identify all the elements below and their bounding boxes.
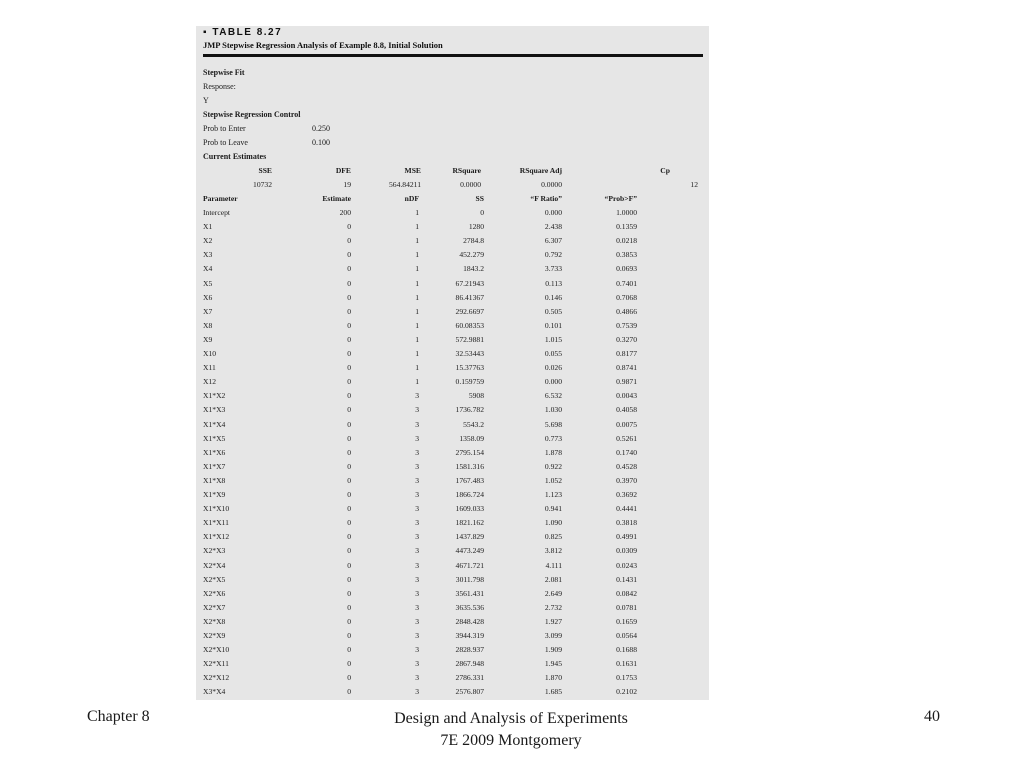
param-cell: 0.0564 (616, 631, 637, 640)
param-cell: 0 (347, 490, 351, 499)
param-cell: 0 (347, 532, 351, 541)
footer-book-line1: Design and Analysis of Experiments (394, 710, 628, 727)
param-cell: 1.870 (544, 673, 562, 682)
param-cell: 3 (415, 589, 419, 598)
param-cell: 2786.331 (455, 673, 484, 682)
param-cell: 6.532 (544, 391, 562, 400)
param-cell: 0 (347, 236, 351, 245)
param-cell: 0.4441 (616, 504, 637, 513)
param-cell: 0 (347, 631, 351, 640)
param-name: X2*X8 (203, 617, 226, 626)
summary-value-4: 0.0000 (541, 180, 562, 189)
param-cell: 3 (415, 645, 419, 654)
param-cell: 3 (415, 603, 419, 612)
param-cell: 0 (347, 617, 351, 626)
param-cell: 0.773 (544, 434, 562, 443)
param-cell: 1280 (468, 222, 484, 231)
param-cell: 1.0000 (616, 208, 637, 217)
param-cell: 0.7539 (616, 321, 637, 330)
param-cell: 0 (347, 603, 351, 612)
param-cell: 0 (347, 673, 351, 682)
current-estimates-heading: Current Estimates (203, 152, 267, 161)
param-cell: 67.21943 (455, 279, 484, 288)
param-header-1: Estimate (322, 194, 351, 203)
param-cell: 0 (347, 250, 351, 259)
param-name: X1 (203, 222, 213, 231)
footer-book-line2: 7E 2009 Montgomery (440, 732, 582, 749)
param-cell: 2867.948 (455, 659, 484, 668)
param-cell: 0.000 (544, 377, 562, 386)
param-name: X3 (203, 250, 213, 259)
param-name: X1*X9 (203, 490, 226, 499)
param-name: X1*X7 (203, 462, 226, 471)
param-cell: 0 (347, 518, 351, 527)
param-cell: 0.7401 (616, 279, 637, 288)
param-cell: 0 (347, 363, 351, 372)
param-cell: 2795.154 (455, 448, 484, 457)
param-cell: 0 (347, 279, 351, 288)
param-cell: 2.732 (544, 603, 562, 612)
param-cell: 0.055 (544, 349, 562, 358)
param-cell: 3 (415, 561, 419, 570)
param-cell: 3 (415, 405, 419, 414)
param-cell: 0.3818 (616, 518, 637, 527)
param-name: X4 (203, 264, 213, 273)
footer-book-title (341, 708, 681, 752)
param-cell: 0.0243 (616, 561, 637, 570)
summary-value-2: 564.84211 (389, 180, 421, 189)
summary-header-4: RSquare Adj (519, 166, 562, 175)
param-cell: 3 (415, 546, 419, 555)
param-cell: 1.945 (544, 659, 562, 668)
footer-chapter: Chapter 8 (87, 708, 150, 725)
param-cell: 5908 (468, 391, 484, 400)
param-cell: 3 (415, 617, 419, 626)
param-cell: 0.1359 (616, 222, 637, 231)
param-cell: 0.0309 (616, 546, 637, 555)
param-cell: 0.825 (544, 532, 562, 541)
param-cell: 1.030 (544, 405, 562, 414)
param-header-5: “Prob>F” (604, 194, 637, 203)
prob-enter-label: Prob to Enter (203, 124, 246, 133)
param-cell: 1.927 (544, 617, 562, 626)
summary-header-1: DFE (335, 166, 351, 175)
param-name: X1*X2 (203, 391, 226, 400)
param-cell: 1767.483 (455, 476, 484, 485)
table-scan-image (196, 26, 709, 700)
param-name: X2*X6 (203, 589, 226, 598)
param-cell: 0 (347, 349, 351, 358)
param-cell: 1 (415, 222, 419, 231)
param-name: X1*X3 (203, 405, 226, 414)
param-cell: 0.159759 (455, 377, 484, 386)
param-cell: 3011.798 (455, 575, 484, 584)
param-cell: 0.3692 (616, 490, 637, 499)
param-name: X9 (203, 335, 213, 344)
param-cell: 0 (347, 575, 351, 584)
param-cell: 2828.937 (455, 645, 484, 654)
param-cell: 1.015 (544, 335, 562, 344)
param-cell: 0.3853 (616, 250, 637, 259)
param-cell: 2576.807 (455, 687, 484, 696)
param-cell: 1.909 (544, 645, 562, 654)
param-cell: 0.4528 (616, 462, 637, 471)
prob-enter-value: 0.250 (312, 124, 330, 133)
param-cell: 1.090 (544, 518, 562, 527)
summary-header-3: RSquare (452, 166, 481, 175)
param-name: X8 (203, 321, 213, 330)
param-name: X1*X5 (203, 434, 226, 443)
table-label: ▪ TABLE 8.27 (203, 27, 283, 38)
param-cell: 0.3970 (616, 476, 637, 485)
param-cell: 60.08353 (455, 321, 484, 330)
param-cell: 3 (415, 504, 419, 513)
summary-header-0: SSE (258, 166, 272, 175)
param-name: X10 (203, 349, 217, 358)
param-cell: 1 (415, 307, 419, 316)
param-name: X5 (203, 279, 213, 288)
param-cell: 0 (347, 377, 351, 386)
param-cell: 0 (480, 208, 484, 217)
param-cell: 572.9881 (455, 335, 484, 344)
param-cell: 0 (347, 589, 351, 598)
param-cell: 0.1753 (616, 673, 637, 682)
param-cell: 0.2102 (616, 687, 637, 696)
param-cell: 200 (339, 208, 351, 217)
param-cell: 1 (415, 349, 419, 358)
param-cell: 1 (415, 264, 419, 273)
param-cell: 0.8741 (616, 363, 637, 372)
param-name: X2*X7 (203, 603, 226, 612)
param-name: X2*X10 (203, 645, 230, 654)
param-name: X2*X11 (203, 659, 229, 668)
param-cell: 0.026 (544, 363, 562, 372)
param-cell: 0.922 (544, 462, 562, 471)
param-cell: 1437.829 (455, 532, 484, 541)
param-cell: 3 (415, 575, 419, 584)
param-cell: 0 (347, 561, 351, 570)
param-name: Intercept (203, 208, 230, 217)
param-cell: 1581.316 (455, 462, 484, 471)
param-cell: 0.1740 (616, 448, 637, 457)
param-cell: 0 (347, 420, 351, 429)
param-cell: 0.5261 (616, 434, 637, 443)
param-cell: 292.6697 (455, 307, 484, 316)
param-cell: 5.698 (544, 420, 562, 429)
summary-header-2: MSE (404, 166, 421, 175)
param-cell: 0 (347, 476, 351, 485)
param-cell: 0 (347, 659, 351, 668)
param-cell: 0 (347, 462, 351, 471)
param-cell: 3 (415, 532, 419, 541)
param-cell: 0 (347, 335, 351, 344)
param-cell: 1.123 (544, 490, 562, 499)
param-cell: 3 (415, 631, 419, 640)
param-header-0: Parameter (203, 194, 238, 203)
param-name: X2*X9 (203, 631, 226, 640)
param-name: X7 (203, 307, 213, 316)
param-name: X3*X4 (203, 687, 226, 696)
param-cell: 0.0043 (616, 391, 637, 400)
prob-leave-value: 0.100 (312, 138, 330, 147)
param-cell: 0 (347, 264, 351, 273)
param-cell: 3.099 (544, 631, 562, 640)
param-cell: 3 (415, 476, 419, 485)
control-heading: Stepwise Regression Control (203, 110, 301, 119)
summary-value-1: 19 (343, 180, 351, 189)
param-cell: 0.792 (544, 250, 562, 259)
param-cell: 1736.782 (455, 405, 484, 414)
param-cell: 1821.162 (455, 518, 484, 527)
param-cell: 0 (347, 687, 351, 696)
param-cell: 2.649 (544, 589, 562, 598)
param-name: X2*X4 (203, 561, 226, 570)
param-cell: 1 (415, 236, 419, 245)
param-name: X2 (203, 236, 213, 245)
param-cell: 0 (347, 448, 351, 457)
summary-header-5: Cp (660, 166, 670, 175)
param-cell: 0 (347, 321, 351, 330)
param-cell: 3 (415, 462, 419, 471)
param-cell: 0 (347, 293, 351, 302)
param-header-4: “F Ratio” (530, 194, 562, 203)
summary-value-3: 0.0000 (460, 180, 481, 189)
param-cell: 1 (415, 293, 419, 302)
param-cell: 1 (415, 363, 419, 372)
param-cell: 5543.2 (463, 420, 484, 429)
param-name: X12 (203, 377, 217, 386)
param-cell: 3 (415, 673, 419, 682)
param-cell: 0.4991 (616, 532, 637, 541)
param-cell: 0.0218 (616, 236, 637, 245)
param-cell: 0.1659 (616, 617, 637, 626)
stepwise-fit-heading: Stepwise Fit (203, 68, 245, 77)
param-cell: 4473.249 (455, 546, 484, 555)
param-cell: 1 (415, 377, 419, 386)
param-cell: 3 (415, 659, 419, 668)
param-cell: 0.101 (544, 321, 562, 330)
param-cell: 0.3270 (616, 335, 637, 344)
response-label: Response: (203, 82, 236, 91)
param-cell: 1609.033 (455, 504, 484, 513)
param-cell: 452.279 (459, 250, 484, 259)
param-cell: 0.113 (545, 279, 562, 288)
param-cell: 0.1631 (616, 659, 637, 668)
param-cell: 1.878 (544, 448, 562, 457)
param-cell: 3 (415, 518, 419, 527)
param-cell: 1 (415, 279, 419, 288)
param-name: X2*X12 (203, 673, 230, 682)
param-cell: 0 (347, 504, 351, 513)
param-cell: 3 (415, 448, 419, 457)
param-cell: 0.0693 (616, 264, 637, 273)
param-cell: 1.052 (544, 476, 562, 485)
param-cell: 1 (415, 335, 419, 344)
param-cell: 0.0842 (616, 589, 637, 598)
param-cell: 1 (415, 208, 419, 217)
param-cell: 2.438 (544, 222, 562, 231)
param-cell: 0.9871 (616, 377, 637, 386)
param-name: X2*X5 (203, 575, 226, 584)
param-cell: 0.941 (544, 504, 562, 513)
param-cell: 4.111 (545, 561, 562, 570)
param-cell: 15.37763 (455, 363, 484, 372)
param-cell: 3561.431 (455, 589, 484, 598)
param-cell: 0.0781 (616, 603, 637, 612)
param-cell: 0.4058 (616, 405, 637, 414)
param-header-2: nDF (404, 194, 419, 203)
param-cell: 3635.536 (455, 603, 484, 612)
param-name: X1*X10 (203, 504, 230, 513)
param-cell: 1 (415, 250, 419, 259)
param-cell: 0.1688 (616, 645, 637, 654)
param-cell: 0 (347, 405, 351, 414)
param-cell: 1358.09 (459, 434, 484, 443)
param-name: X6 (203, 293, 213, 302)
param-cell: 1843.2 (463, 264, 484, 273)
summary-value-5: 12 (690, 180, 698, 189)
param-cell: 6.307 (544, 236, 562, 245)
response-value: Y (203, 96, 209, 105)
param-cell: 0 (347, 391, 351, 400)
summary-value-0: 10732 (253, 180, 272, 189)
param-cell: 3 (415, 420, 419, 429)
title-rule (203, 54, 703, 57)
param-cell: 0.7068 (616, 293, 637, 302)
param-cell: 0 (347, 645, 351, 654)
param-cell: 1866.724 (455, 490, 484, 499)
param-cell: 0.1431 (616, 575, 637, 584)
param-header-3: SS (475, 194, 484, 203)
param-name: X1*X12 (203, 532, 230, 541)
param-cell: 0 (347, 222, 351, 231)
table-title: JMP Stepwise Regression Analysis of Example 8.8, Initial Solution (203, 40, 443, 50)
param-cell: 3 (415, 687, 419, 696)
param-cell: 0.000 (544, 208, 562, 217)
param-cell: 2848.428 (455, 617, 484, 626)
param-cell: 0 (347, 434, 351, 443)
param-name: X1*X6 (203, 448, 226, 457)
param-cell: 0.146 (544, 293, 562, 302)
param-cell: 0.505 (544, 307, 562, 316)
param-cell: 3.733 (544, 264, 562, 273)
footer-page-number: 40 (924, 708, 940, 725)
param-cell: 0 (347, 546, 351, 555)
param-cell: 3 (415, 434, 419, 443)
param-name: X1*X8 (203, 476, 226, 485)
param-cell: 3 (415, 490, 419, 499)
param-name: X1*X4 (203, 420, 226, 429)
param-name: X11 (203, 363, 216, 372)
param-name: X1*X11 (203, 518, 229, 527)
param-cell: 32.53443 (455, 349, 484, 358)
param-cell: 3 (415, 391, 419, 400)
param-cell: 0.4866 (616, 307, 637, 316)
param-name: X2*X3 (203, 546, 226, 555)
param-cell: 86.41367 (455, 293, 484, 302)
param-cell: 3944.319 (455, 631, 484, 640)
param-cell: 0.0075 (616, 420, 637, 429)
prob-leave-label: Prob to Leave (203, 138, 248, 147)
param-cell: 2784.8 (463, 236, 484, 245)
param-cell: 4671.721 (455, 561, 484, 570)
param-cell: 3.812 (544, 546, 562, 555)
param-cell: 0.8177 (616, 349, 637, 358)
param-cell: 1.685 (544, 687, 562, 696)
param-cell: 2.081 (544, 575, 562, 584)
param-cell: 0 (347, 307, 351, 316)
param-cell: 1 (415, 321, 419, 330)
